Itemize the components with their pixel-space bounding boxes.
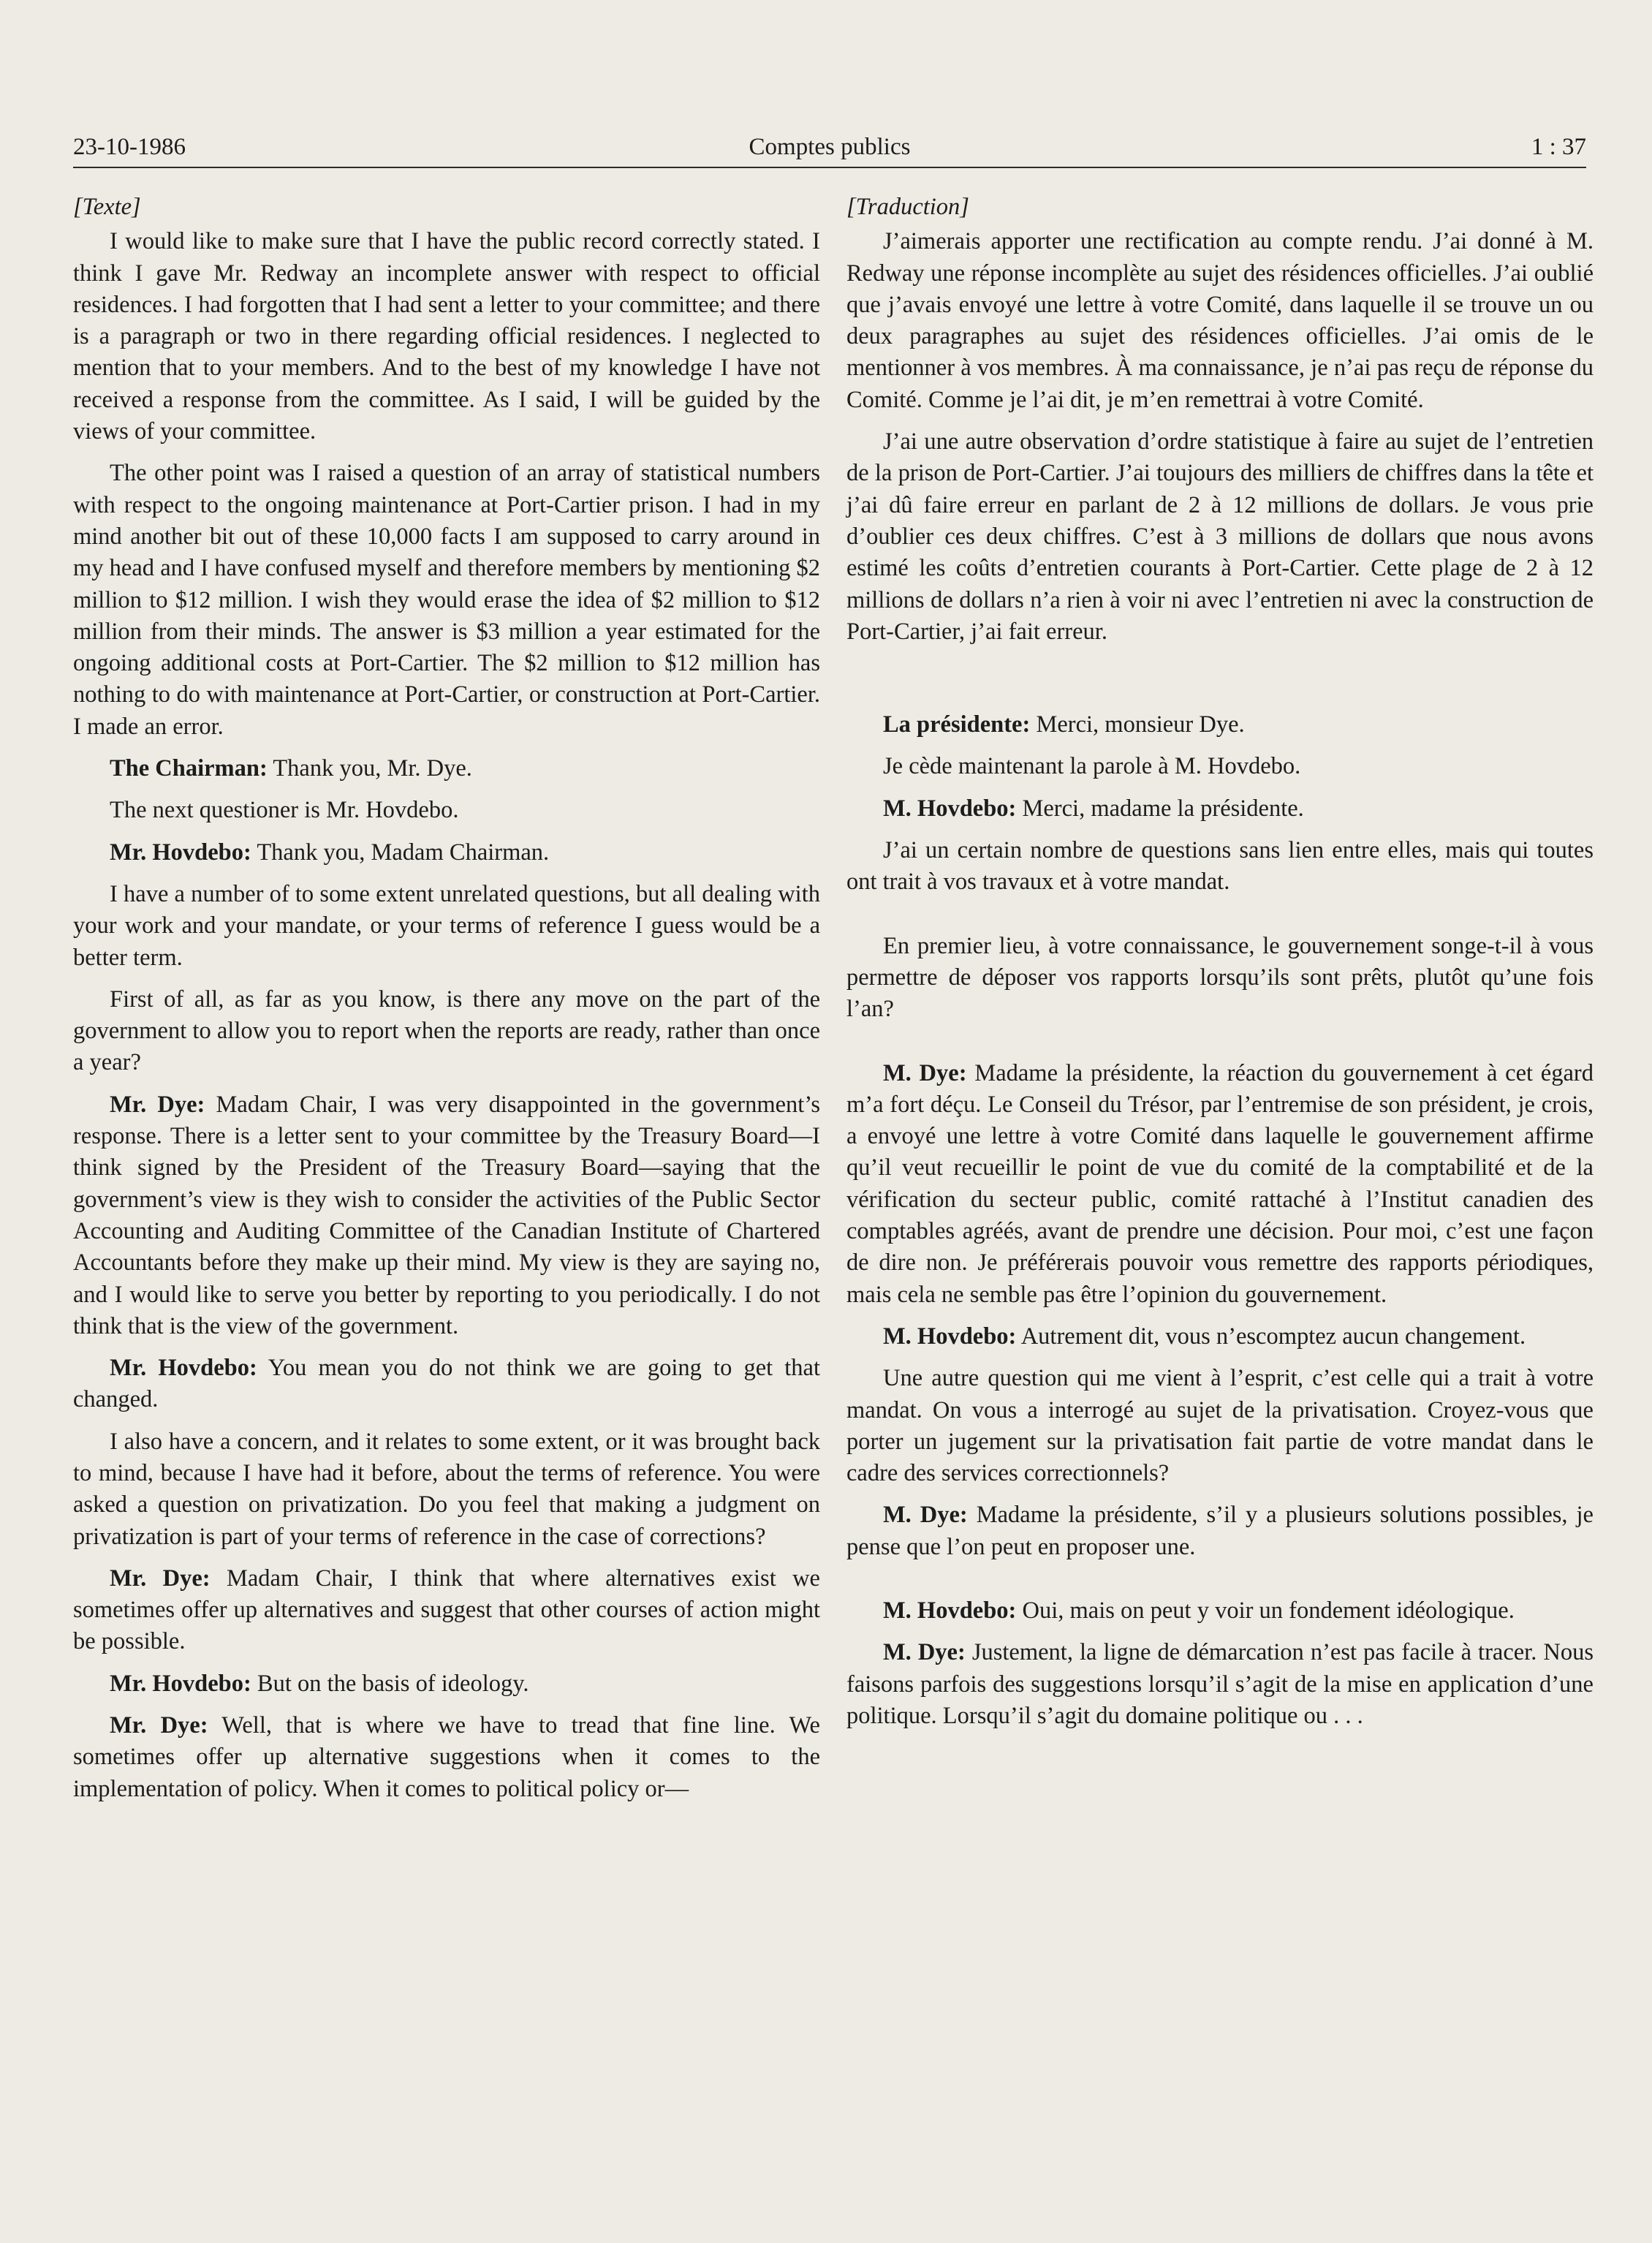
running-header <box>73 123 1586 168</box>
header-title: Comptes publics <box>749 134 911 160</box>
speaker-name: M. Hovdebo: <box>883 795 1017 822</box>
paragraph: J’aimerais apporter une rectification au compte rendu. J’ai donné à M. Redway une réponse incomplète au sujet des résidences officielles. J’ai oublié que j’avais envoyé une lettre à votre Comité, dans laquelle il se trouve un ou deux paragraphes au sujet des résidences officielles. J’ai omis de le mentionner à vos membres. À ma connaissance, je n’ai pas reçu de réponse du Comité. Comme je l’ai dit, je m’en remettrai à votre Comité. <box>846 228 1594 413</box>
paragraph: I have a number of to some extent unrelated questions, but all dealing with your work and your mandate, or your terms of reference I guess would be a better term. <box>73 880 820 971</box>
speaker-name: M. Dye: <box>883 1502 968 1529</box>
spacer <box>846 1036 1594 1058</box>
speaker-name: Mr. Dye: <box>110 1565 211 1592</box>
speaker-name: The Chairman: <box>110 755 268 782</box>
speaker-name: Mr. Hovdebo: <box>110 1355 257 1382</box>
paragraph: Mr. Hovdebo: Thank you, Madam Chairman. <box>110 839 550 866</box>
paragraph: Je cède maintenant la parole à M. Hovdebo. <box>883 753 1301 780</box>
paragraph: Mr. Dye: Well, that is where we have to tread that fine line. We sometimes offer up alternative suggestions when it comes to the implementation of policy. When it comes to political policy or— <box>73 1712 820 1802</box>
paragraph: I also have a concern, and it relates to some extent, or it was brought back to mind, because I have had it before, about the terms of reference. You were asked a question on privatization. Do you feel that making a judgment on privatization is part of your terms of reference in the case of corrections? <box>73 1428 820 1550</box>
speaker-name: Mr. Hovdebo: <box>110 839 251 866</box>
speaker-name: M. Dye: <box>883 1059 967 1086</box>
column-tag: [Texte] <box>73 194 141 220</box>
paragraph: Mr. Hovdebo: You mean you do not think we are going to get that changed. <box>73 1355 821 1413</box>
paragraph: The other point was I raised a question of an array of statistical numbers with respect to the ongoing maintenance at Port-Cartier prison. I had in my mind another bit out of these 10,000 facts I am supposed to carry around in my head and I have confused myself and therefore members by mentioning $2 million to $12 million. I wish they would erase the idea of $2 million to $12 million from their minds. The answer is $3 million a year estimated for the ongoing additional costs at Port-Cartier. The $2 million to $12 million has nothing to do with maintenance at Port-Cartier, or construction at Port-Cartier. I made an error. <box>73 460 820 740</box>
paragraph: En premier lieu, à votre connaissance, le gouvernement songe-t-il à vous permettre de déposer vos rapports lorsqu’ils sont prêts, plutôt qu’une fois l’an? <box>846 932 1594 1023</box>
paragraph: M. Dye: Madame la présidente, la réaction du gouvernement à cet égard m’a fort déçu. Le Conseil du Trésor, par l’entremise de son président, je crois, a envoyé une lettre à votre Comité dans laquelle le gouvernement affirme qu’il veut recueillir le point de vue du comité de la comptabilité et de la vérification du secteur public, comité rattaché à l’Institut canadien des comptables agréés, avant de prendre une décision. Pour moi, c’est une façon de dire non. Je préférerais pouvoir vous remettre des rapports périodiques, mais cela ne semble pas être l’opinion du gouvernement. <box>846 1059 1594 1308</box>
paragraph: I would like to make sure that I have the public record correctly stated. I think I gave Mr. Redway an incomplete answer with respect to official residences. I had forgotten that I had sent a letter to your committee; and there is a paragraph or two in there regarding official residences. I neglected to mention that to your members. And to the best of my knowledge I have not received a response from the committee. As I said, I will be guided by the views of your committee. <box>73 228 820 445</box>
paragraph: Une autre question qui me vient à l’esprit, c’est celle qui a trait à votre mandat. On vous a interrogé au sujet de la privatisation. Croyez-vous que porter un jugement sur la privatisation fait partie de votre mandat dans le cadre des services correctionnels? <box>846 1365 1594 1487</box>
spacer <box>846 909 1594 931</box>
paragraph: M. Hovdebo: Oui, mais on peut y voir un fondement idéologique. <box>883 1597 1515 1624</box>
spacer <box>846 1573 1594 1595</box>
header-page-number: 1 : 37 <box>1531 134 1586 160</box>
column-tag: [Traduction] <box>846 194 969 220</box>
speaker-name: Mr. Hovdebo: <box>110 1670 251 1697</box>
spacer <box>846 658 1594 709</box>
speaker-name: M. Dye: <box>883 1639 966 1666</box>
paragraph: M. Hovdebo: Merci, madame la présidente. <box>883 795 1304 822</box>
french-column <box>846 192 1594 1742</box>
english-column <box>73 192 820 1815</box>
speaker-name: La présidente: <box>883 711 1031 738</box>
paragraph: The next questioner is Mr. Hovdebo. <box>110 797 459 824</box>
paragraph: J’ai un certain nombre de questions sans lien entre elles, mais qui toutes ont trait à vos travaux et à votre mandat. <box>846 837 1594 896</box>
paragraph: J’ai une autre observation d’ordre statistique à faire au sujet de l’entretien de la prison de Port-Cartier. J’ai toujours des milliers de chiffres dans la tête et j’ai dû faire erreur en parlant de 2 à 12 millions de dollars. Je vous prie d’oublier ces deux chiffres. C’est à 3 millions de dollars que nous avons estimé les coûts d’entretien courants à Port-Cartier. Cette plage de 2 à 12 millions de dollars n’a rien à voir ni avec l’entretien ni avec la construction de Port-Cartier, j’ai fait erreur. <box>846 428 1594 645</box>
speaker-name: Mr. Dye: <box>110 1091 205 1118</box>
speaker-name: M. Hovdebo: <box>883 1597 1017 1624</box>
speaker-name: Mr. Dye: <box>110 1712 208 1739</box>
paragraph: M. Dye: Madame la présidente, s’il y a plusieurs solutions possibles, je pense que l’on peut en proposer une. <box>846 1502 1594 1560</box>
paragraph: First of all, as far as you know, is there any move on the part of the government to allow you to report when the reports are ready, rather than once a year? <box>73 986 820 1076</box>
paragraph: La présidente: Merci, monsieur Dye. <box>883 711 1245 738</box>
paragraph: Mr. Dye: Madam Chair, I was very disappointed in the government’s response. There is a letter sent to your committee by the Treasury Board—I think signed by the President of the Treasury Board—saying that the government’s view is they wish to consider the activities of the Public Sector Accounting and Auditing Committee of the Canadian Institute of Chartered Accountants before they make up their mind. My view is they are saying no, and I would like to serve you better by reporting to you periodically. I do not think that is the view of the government. <box>73 1091 820 1339</box>
paragraph: The Chairman: Thank you, Mr. Dye. <box>110 755 472 782</box>
paragraph: Mr. Hovdebo: But on the basis of ideology. <box>110 1670 529 1697</box>
paragraph: M. Hovdebo: Autrement dit, vous n’escomptez aucun changement. <box>883 1323 1526 1350</box>
speaker-name: M. Hovdebo: <box>883 1323 1017 1350</box>
paragraph: Mr. Dye: Madam Chair, I think that where alternatives exist we sometimes offer up alternatives and suggest that other courses of action might be possible. <box>73 1565 820 1655</box>
paragraph: M. Dye: Justement, la ligne de démarcation n’est pas facile à tracer. Nous faisons parfois des suggestions lorsqu’il s’agit de la mise en application d’une politique. Lorsqu’il s’agit du domaine politique ou . . . <box>846 1639 1594 1729</box>
header-date: 23-10-1986 <box>73 134 186 160</box>
